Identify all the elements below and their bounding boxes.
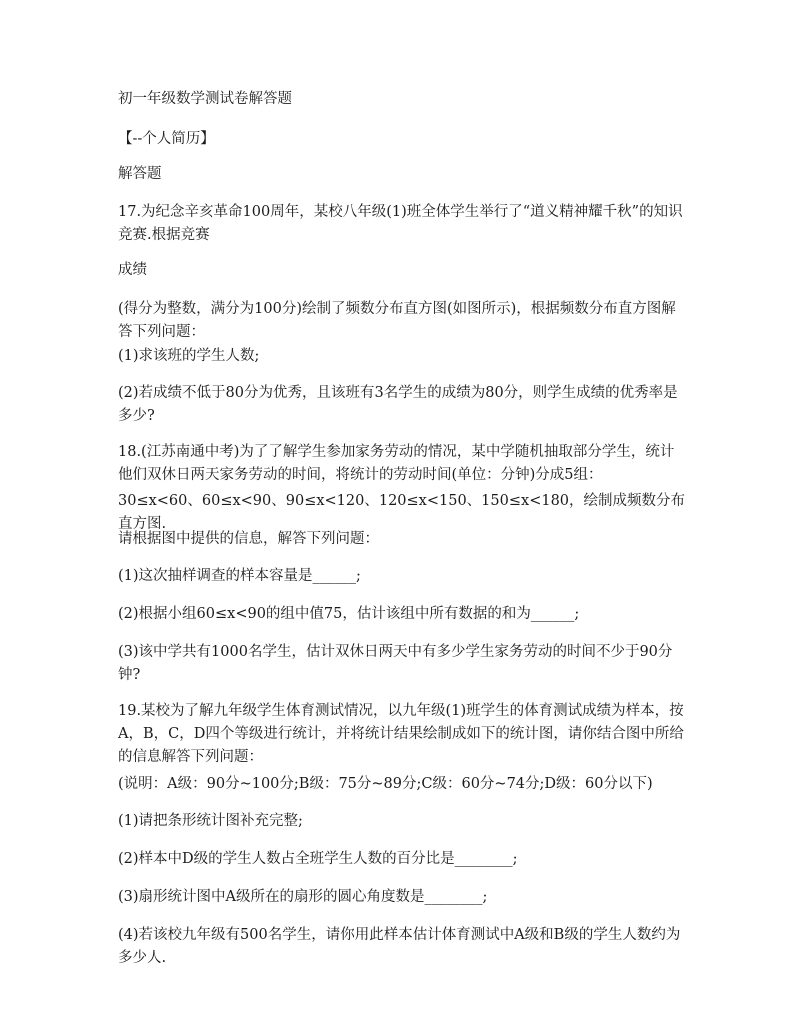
q17-stem-continued: 成绩	[118, 262, 147, 278]
q17-part-2: (2)若成绩不低于80分为优秀，且该班有3名学生的成绩为80分，则学生成绩的优秀率是多少?	[118, 385, 678, 424]
q19-stem: 19.某校为了解九年级学生体育测试情况，以九年级(1)班学生的体育测试成绩为样本，按A，B，C，D四个等级进行统计，并将统计结果绘制成如下的统计图，请你结合图中所给的信息解答下列问题：	[118, 703, 684, 765]
q18-part-1: (1)这次抽样调查的样本容量是______;	[118, 568, 361, 584]
q19-note: (说明：A级：90分~100分;B级：75分~89分;C级：60分~74分;D级：60分以下)	[118, 776, 653, 792]
q18-part-3: (3)该中学共有1000名学生，估计双休日两天中有多少学生家务劳动的时间不少于90分钟?	[118, 644, 673, 683]
q19-part-4: (4)若该校九年级有500名学生，请你用此样本估计体育测试中A级和B级的学生人数约为多少人.	[118, 927, 681, 966]
q18-intro: 请根据图中提供的信息，解答下列问题：	[118, 531, 379, 547]
q18-groups: 30≤x<60、60≤x<90、90≤x<120、120≤x<150、150≤x<180，绘制成频数分布直方图.	[118, 493, 686, 532]
q18-part-2: (2)根据小组60≤x<90的组中值75，估计该组中所有数据的和为______;	[118, 606, 580, 622]
q19-part-2: (2)样本中D级的学生人数占全班学生人数的百分比是________;	[118, 851, 518, 867]
q17-stem: 17.为纪念辛亥革命100周年，某校八年级(1)班全体学生举行了“道义精神耀千秋”的知识竞赛.根据竞赛	[118, 204, 683, 243]
q19-part-3: (3)扇形统计图中A级所在的扇形的圆心角度数是________;	[118, 889, 488, 905]
q17-stem-detail: (得分为整数，满分为100分)绘制了频数分布直方图(如图所示)，根据频数分布直方图解答下列问题：	[118, 301, 676, 340]
document-subtitle: 【--个人简历】	[118, 131, 215, 147]
q18-stem: 18.(江苏南通中考)为了了解学生参加家务劳动的情况，某中学随机抽取部分学生，统计他们双休日两天家务劳动的时间，将统计的劳动时间(单位：分钟)分成5组：	[118, 444, 675, 483]
q19-part-1: (1)请把条形统计图补充完整;	[118, 813, 303, 829]
document-title: 初一年级数学测试卷解答题	[118, 91, 292, 107]
q17-part-1: (1)求该班的学生人数;	[118, 348, 260, 364]
section-heading: 解答题	[118, 166, 162, 182]
